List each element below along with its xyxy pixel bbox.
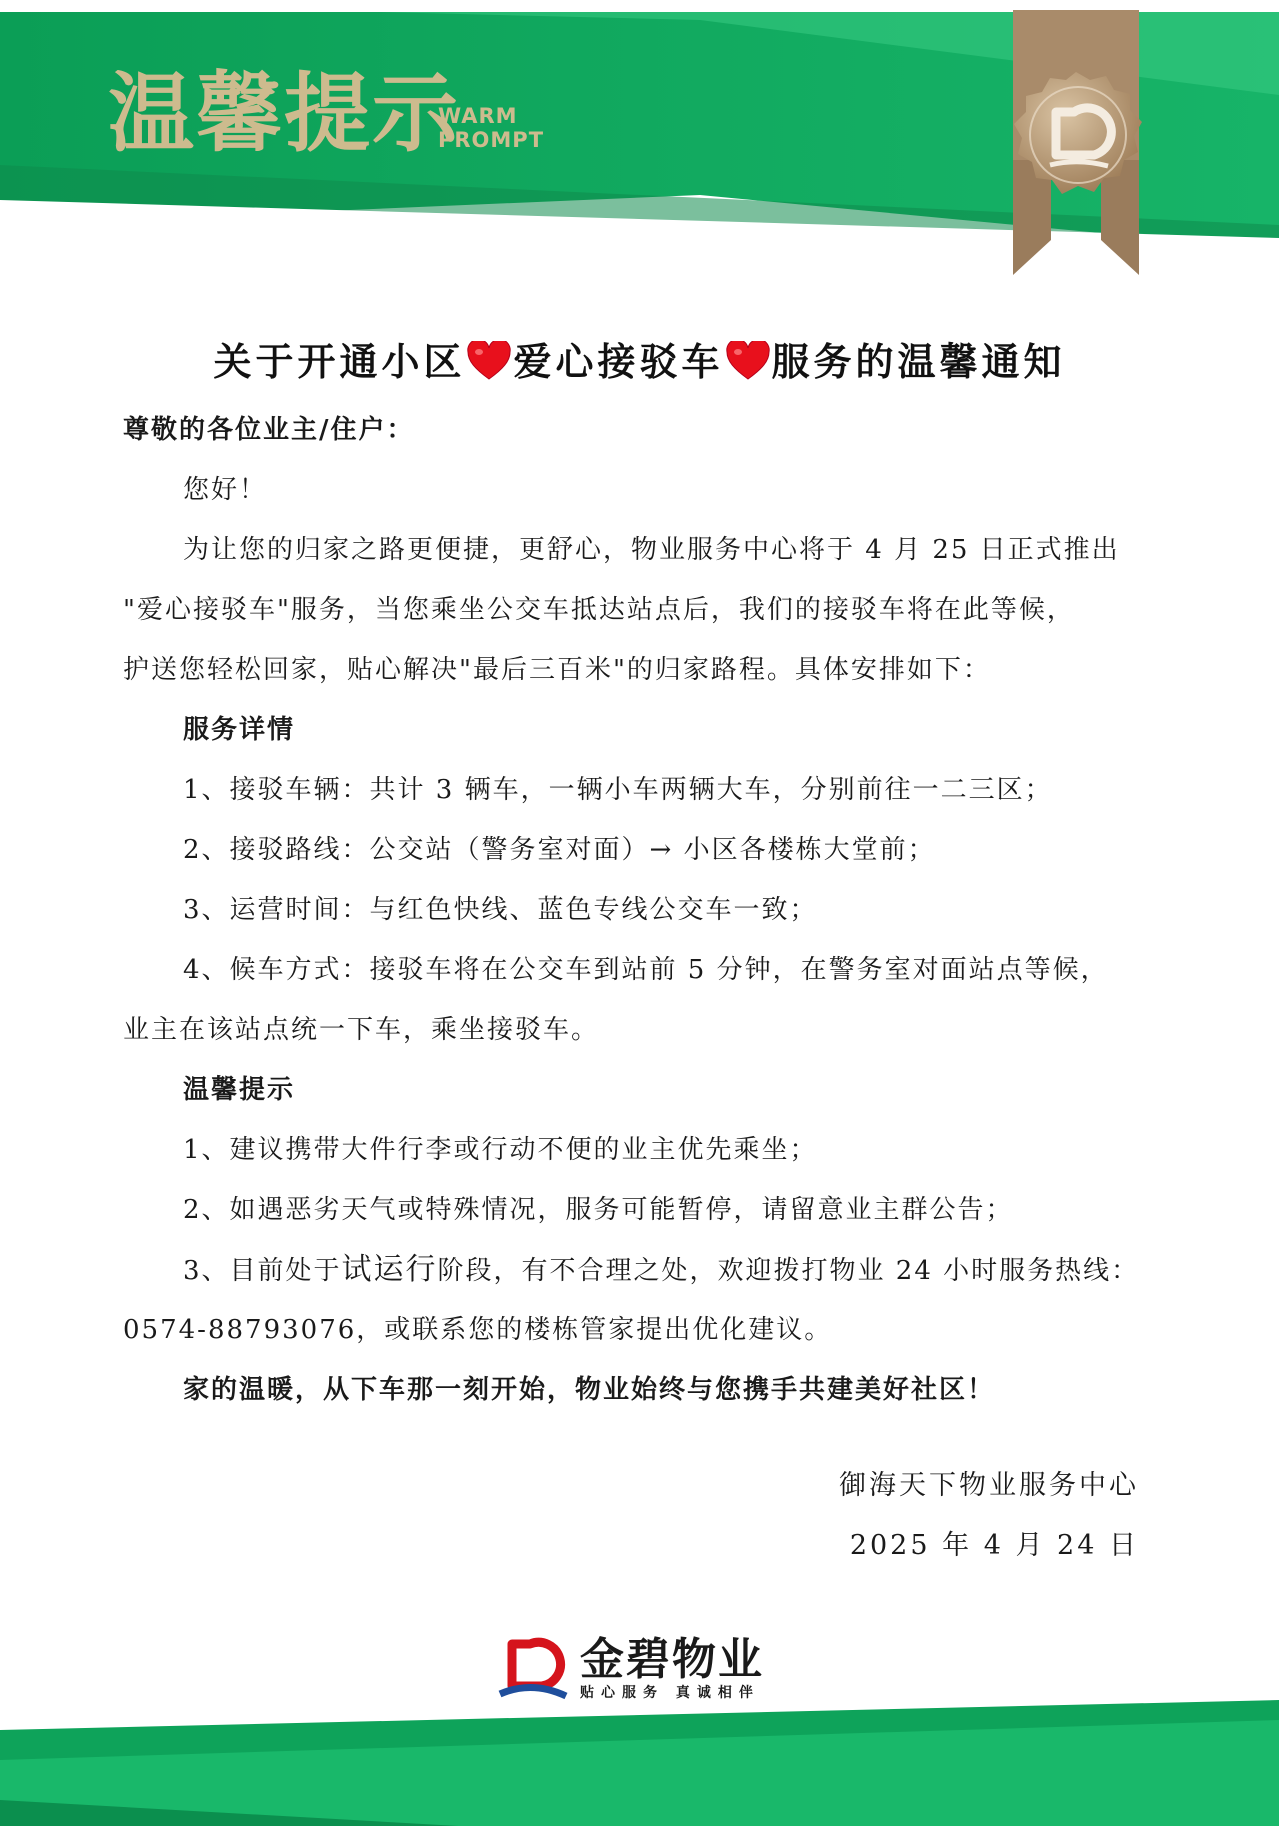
tips-heading: 温馨提示 xyxy=(183,1075,296,1105)
service-heading: 服务详情 xyxy=(183,715,296,745)
banner-english-line2: PROMPT xyxy=(438,128,545,152)
banner-english-line1: WARM xyxy=(438,104,518,128)
notice-title-part2: 爱心接驳车 xyxy=(513,339,724,384)
tip3-prefix: 3、目前处于 xyxy=(183,1256,342,1286)
heart-icon xyxy=(726,341,770,381)
medal-seal-icon xyxy=(976,10,1176,280)
service-item: 1、接驳车辆：共计 3 辆车，一辆小车两辆大车，分别前往一二三区； xyxy=(183,775,1053,805)
tip3-emphasis: 试运行 xyxy=(341,1252,438,1287)
intro-line: 护送您轻松回家，贴心解决"最后三百米"的归家路程。具体安排如下： xyxy=(123,655,991,685)
signature-block xyxy=(839,1456,1139,1576)
tip-item-continuation: 0574-88793076，或联系您的楼栋管家提出优化建议。 xyxy=(123,1315,833,1345)
tip-item: 2、如遇恶劣天气或特殊情况，服务可能暂停，请留意业主群公告； xyxy=(183,1195,1014,1225)
closing-line: 家的温暖，从下车那一刻开始，物业始终与您携手共建美好社区！ xyxy=(183,1375,996,1405)
company-logo xyxy=(498,1636,764,1702)
tip-item: 1、建议携带大件行李或行动不便的业主优先乘坐； xyxy=(183,1135,818,1165)
banner-title: 温馨提示 xyxy=(108,64,460,164)
intro-line: "爱心接驳车"服务，当您乘坐公交车抵达站点后，我们的接驳车将在此等候， xyxy=(123,595,1075,625)
service-item-continuation: 业主在该站点统一下车，乘坐接驳车。 xyxy=(123,1015,600,1045)
greeting: 您好！ xyxy=(183,475,268,505)
notice-title-part1: 关于开通小区 xyxy=(213,339,466,384)
salutation: 尊敬的各位业主/住户： xyxy=(123,415,415,445)
footer-banner-graphic xyxy=(0,1700,1279,1834)
tip-item xyxy=(123,1240,1163,1300)
heart-icon xyxy=(467,341,511,381)
tip3-suffix: 阶段，有不合理之处，欢迎拨打物业 24 小时服务热线： xyxy=(437,1256,1140,1286)
service-item: 4、候车方式：接驳车将在公交车到站前 5 分钟，在警务室对面站点等候， xyxy=(183,955,1109,985)
company-slogan: 贴心服务 真诚相伴 xyxy=(580,1685,760,1701)
company-name: 金碧物业 xyxy=(580,1634,764,1685)
company-logo-text xyxy=(580,1636,764,1702)
intro-line: 为让您的归家之路更便捷，更舒心，物业服务中心将于 4 月 25 日正式推出 xyxy=(183,535,1120,565)
banner-english-title xyxy=(438,104,544,152)
service-item: 2、接驳路线：公交站（警务室对面）→ 小区各楼栋大堂前； xyxy=(183,835,936,865)
signature: 御海天下物业服务中心 xyxy=(839,1470,1139,1501)
notice-body xyxy=(123,400,1163,1420)
company-logo-icon xyxy=(498,1636,568,1702)
notice-title-part3: 服务的温馨通知 xyxy=(771,339,1066,384)
service-item: 3、运营时间：与红色快线、蓝色专线公交车一致； xyxy=(183,895,818,925)
notice-date: 2025 年 4 月 24 日 xyxy=(849,1530,1139,1561)
notice-title xyxy=(0,336,1279,388)
